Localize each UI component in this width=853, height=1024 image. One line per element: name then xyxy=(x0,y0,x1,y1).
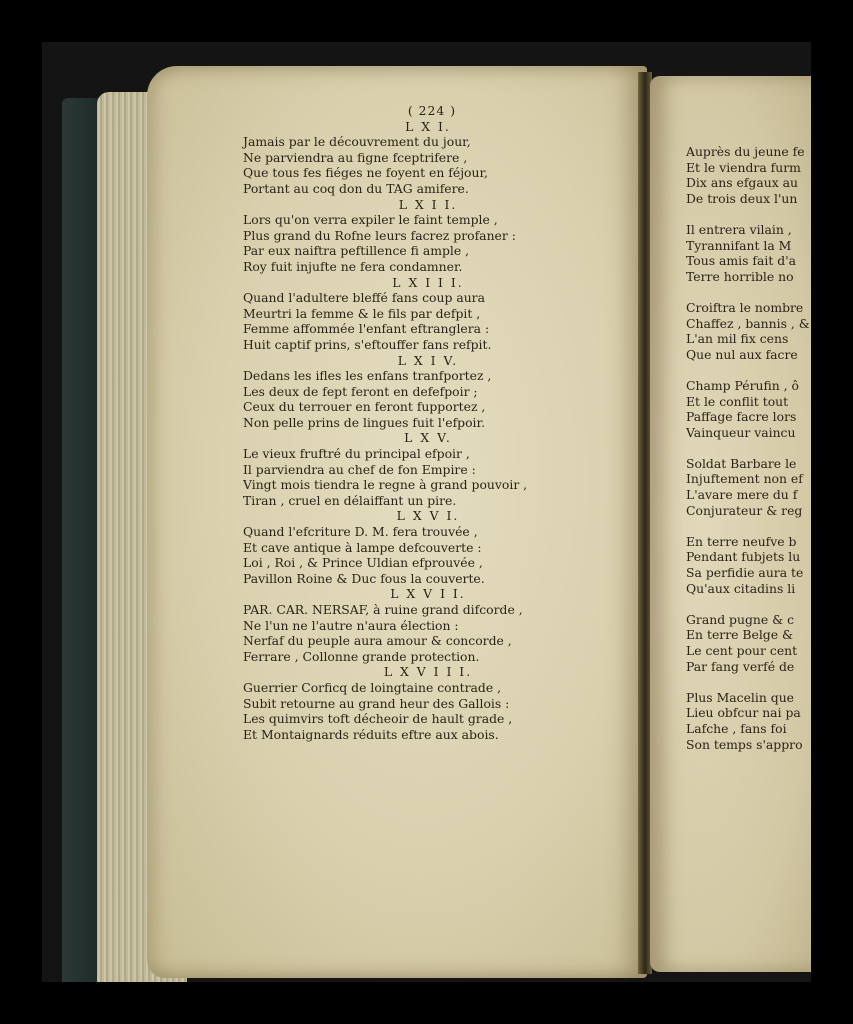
verse-line-cropped: Dix ans efgaux au xyxy=(686,175,798,191)
verse-line: Vingt mois tiendra le regne à grand pouvoir , xyxy=(243,477,528,493)
verse-line-cropped: Chaffez , bannis , & xyxy=(686,315,810,331)
quatrain-heading: L X I. xyxy=(405,118,451,134)
verse-line-cropped: Tyrannifant la M xyxy=(686,237,792,253)
verse-line: Par eux naiftra peftillence fi ample , xyxy=(243,243,470,259)
verse-line-cropped: L'avare mere du f xyxy=(686,487,798,503)
verse-line: Les quimvirs toft décheoir de hault grade , xyxy=(243,711,513,727)
verse-line: Ceux du terrouer en feront fupportez , xyxy=(243,399,486,415)
verse-line: Huit captif prins, s'eftouffer fans refpit. xyxy=(243,336,492,352)
verse-line-cropped: Par fang verfé de xyxy=(686,658,795,674)
verse-line-cropped: Et le conflit tout xyxy=(686,393,789,409)
verse-line: Subit retourne au grand heur des Gallois : xyxy=(243,695,510,711)
verse-line: Nerfaf du peuple aura amour & concorde , xyxy=(243,633,512,649)
verse-line: Pavillon Roine & Duc fous la couverte. xyxy=(243,570,485,586)
verse-line-cropped: Lafche , fans foi xyxy=(686,720,787,736)
verse-line: Et Montaignards réduits eftre aux abois. xyxy=(243,726,499,742)
verse-line-cropped: Que nul aux facre xyxy=(686,346,798,362)
verse-line-cropped: Tous amis fait d'a xyxy=(686,253,797,269)
verse-line-cropped: Il entrera vilain , xyxy=(686,221,792,237)
quatrain-heading: L X V I I I. xyxy=(383,664,473,680)
verse-line-cropped: Lieu obfcur nai pa xyxy=(686,705,801,721)
verse-line-cropped: Croiftra le nombre xyxy=(686,299,804,315)
verse-line-cropped: Qu'aux citadins li xyxy=(686,580,796,596)
page-number: ( 224 ) xyxy=(407,103,457,118)
verse-line-cropped: Pendant fubjets lu xyxy=(686,549,801,565)
verse-line: Meurtri la femme & le fils par defpit , xyxy=(243,305,481,321)
verse-line-cropped: De trois deux l'un xyxy=(686,190,798,206)
verse-line: Ferrare , Collonne grande protection. xyxy=(243,648,480,664)
verse-line: PAR. CAR. NERSAF, à ruine grand difcorde , xyxy=(243,602,523,617)
verse-line: Ne parviendra au figne fceptrifere , xyxy=(243,149,468,165)
verse-line-cropped: Paffage facre lors xyxy=(686,409,797,425)
stanza-gap xyxy=(686,362,811,378)
verse-line: Que tous fes fiéges ne foyent en féjour, xyxy=(243,165,488,181)
verse-line: Dedans les ifles les enfans tranfportez , xyxy=(243,368,492,384)
verse-line: Femme affommée l'enfant eftranglera : xyxy=(243,321,490,337)
stanza-gap xyxy=(686,440,811,456)
left-page-text xyxy=(243,103,603,742)
verse-line: Portant au coq don du TAG amifere. xyxy=(243,180,469,196)
verse-line-cropped: En terre Belge & xyxy=(686,627,794,643)
verse-line: Il parviendra au chef de fon Empire : xyxy=(243,461,476,477)
stanza-gap xyxy=(686,206,811,222)
verse-line-cropped: Champ Pérufin , ô xyxy=(686,377,800,393)
verse-line: Plus grand du Rofne leurs facrez profaner : xyxy=(243,227,516,243)
verse-line-cropped: Conjurateur & reg xyxy=(686,502,803,518)
verse-line: Et cave antique à lampe defcouverte : xyxy=(243,539,482,555)
verse-line-cropped: Son temps s'appro xyxy=(686,736,803,752)
verse-line: Jamais par le découvrement du jour, xyxy=(243,134,471,150)
quatrain-heading: L X V I. xyxy=(396,508,460,524)
verse-line-cropped: Sa perfidie aura te xyxy=(686,565,804,581)
verse-line-cropped: En terre neufve b xyxy=(686,533,797,549)
verse-line-cropped: L'an mil fix cens xyxy=(686,331,789,347)
verse-line: Guerrier Corficq de loingtaine contrade , xyxy=(243,679,502,695)
stanza-gap xyxy=(686,674,811,690)
quatrain-heading: L X V I I. xyxy=(390,586,466,602)
stanza-gap xyxy=(686,284,811,300)
quatrain-heading: L X I V. xyxy=(397,352,459,368)
quatrain-heading: L X I I. xyxy=(398,196,458,212)
verse-line-cropped: Et le viendra furm xyxy=(686,159,801,175)
quatrain-heading: L X I I I. xyxy=(392,274,464,290)
verse-line: Ne l'un ne l'autre n'aura élection : xyxy=(243,617,459,633)
right-page-text xyxy=(686,144,811,752)
verse-line: Loi , Roi , & Prince Uldian efprouvée , xyxy=(243,555,483,571)
verse-line-cropped: Soldat Barbare le xyxy=(686,455,797,471)
verse-line: Quand l'efcriture D. M. fera trouvée , xyxy=(243,524,478,540)
verse-line-cropped: Le cent pour cent xyxy=(686,643,798,658)
stanza-gap xyxy=(686,596,811,612)
verse-line-cropped: Grand pugne & c xyxy=(686,611,795,627)
verse-line: Les deux de fept feront en defefpoir ; xyxy=(243,383,478,399)
verse-line: Le vieux fruftré du principal efpoir , xyxy=(243,446,470,462)
verse-line-cropped: Plus Macelin que xyxy=(686,689,795,705)
verse-line: Non pelle prins de lingues fuit l'efpoir. xyxy=(243,414,486,430)
verse-line-cropped: Vainqueur vaincu xyxy=(686,424,796,440)
verse-line-cropped: Auprès du jeune fe xyxy=(686,144,805,159)
verse-line: Lors qu'on verra expiler le faint temple , xyxy=(243,212,498,228)
verse-line: Roy fuit injufte ne fera condamner. xyxy=(243,258,463,274)
quatrain-heading: L X V. xyxy=(404,430,452,446)
verse-line-cropped: Injuftement non ef xyxy=(686,471,803,487)
verse-line: Tiran , cruel en délaiffant un pire. xyxy=(243,492,457,508)
verse-line: Quand l'adultere bleffé fans coup aura xyxy=(243,290,485,306)
verse-line-cropped: Terre horrible no xyxy=(686,268,794,284)
stanza-gap xyxy=(686,518,811,534)
